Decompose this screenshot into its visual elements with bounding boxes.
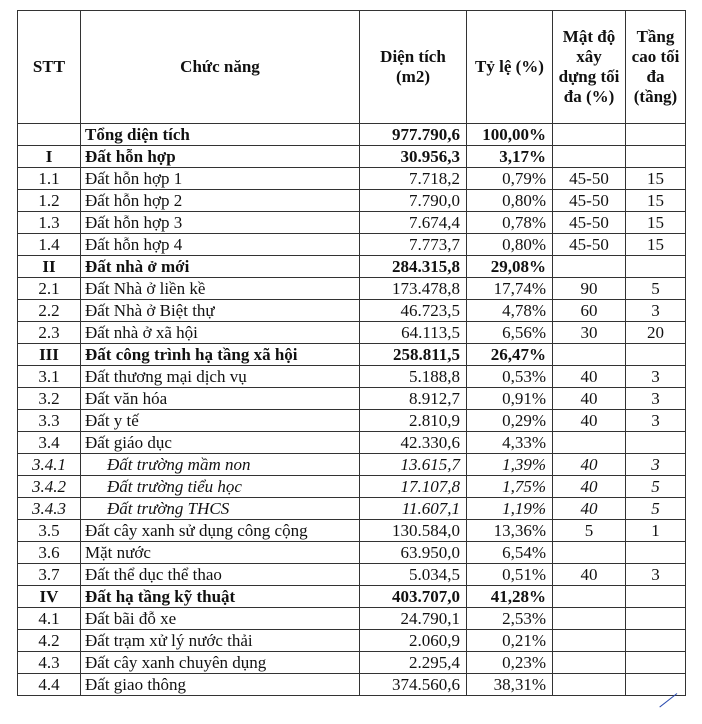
cell-area: 17.107,8 <box>360 476 467 498</box>
table-row <box>18 520 686 542</box>
cell-area: 7.790,0 <box>360 190 467 212</box>
cell-area: 5.034,5 <box>360 564 467 586</box>
table-row <box>18 300 686 322</box>
cell-ratio: 0,78% <box>467 212 553 234</box>
cell-density: 40 <box>553 366 626 388</box>
cell-ratio: 6,54% <box>467 542 553 564</box>
cell-function: Đất nhà ở mới <box>81 256 360 278</box>
cell-floors: 5 <box>626 476 686 498</box>
cell-stt: 2.1 <box>18 278 81 300</box>
land-use-table-sheet <box>17 10 685 696</box>
cell-stt: 1.3 <box>18 212 81 234</box>
cell-ratio: 1,75% <box>467 476 553 498</box>
cell-area: 8.912,7 <box>360 388 467 410</box>
cell-function: Đất giáo dục <box>81 432 360 454</box>
cell-floors <box>626 630 686 652</box>
cell-floors: 1 <box>626 520 686 542</box>
cell-function: Đất trường mầm non <box>81 454 360 476</box>
cell-function: Đất Nhà ở liền kề <box>81 278 360 300</box>
cell-floors: 3 <box>626 564 686 586</box>
cell-function: Đất hỗn hợp 4 <box>81 234 360 256</box>
cell-floors: 3 <box>626 454 686 476</box>
cell-area: 284.315,8 <box>360 256 467 278</box>
table-row <box>18 322 686 344</box>
cell-density: 40 <box>553 388 626 410</box>
cell-ratio: 4,78% <box>467 300 553 322</box>
cell-area: 7.674,4 <box>360 212 467 234</box>
cell-floors <box>626 344 686 366</box>
cell-stt: 1.1 <box>18 168 81 190</box>
table-header <box>18 11 686 124</box>
cell-density <box>553 146 626 168</box>
table-row <box>18 190 686 212</box>
cell-stt: I <box>18 146 81 168</box>
table-row <box>18 542 686 564</box>
cell-ratio: 0,51% <box>467 564 553 586</box>
cell-density: 30 <box>553 322 626 344</box>
cell-density: 40 <box>553 410 626 432</box>
cell-density <box>553 256 626 278</box>
cell-floors: 3 <box>626 410 686 432</box>
cell-function: Đất y tế <box>81 410 360 432</box>
table-row <box>18 652 686 674</box>
cell-function: Đất hỗn hợp 2 <box>81 190 360 212</box>
cell-function: Đất công trình hạ tầng xã hội <box>81 344 360 366</box>
table-row <box>18 608 686 630</box>
header-ratio: Tỷ lệ (%) <box>467 11 553 124</box>
cell-ratio: 0,23% <box>467 652 553 674</box>
cell-floors: 15 <box>626 168 686 190</box>
cell-density <box>553 630 626 652</box>
cell-stt: 1.2 <box>18 190 81 212</box>
cell-function: Đất Nhà ở Biệt thự <box>81 300 360 322</box>
cell-floors: 5 <box>626 278 686 300</box>
cell-function: Đất thể dục thể thao <box>81 564 360 586</box>
cell-floors: 3 <box>626 300 686 322</box>
cell-ratio: 100,00% <box>467 124 553 146</box>
cell-ratio: 0,80% <box>467 234 553 256</box>
cell-stt: II <box>18 256 81 278</box>
cell-density <box>553 652 626 674</box>
cell-function: Đất văn hóa <box>81 388 360 410</box>
cell-area: 2.810,9 <box>360 410 467 432</box>
cell-density <box>553 432 626 454</box>
cell-area: 2.295,4 <box>360 652 467 674</box>
header-floors: Tầng cao tối đa (tầng) <box>626 11 686 124</box>
cell-area: 5.188,8 <box>360 366 467 388</box>
cell-function: Đất hạ tầng kỹ thuật <box>81 586 360 608</box>
cell-density: 5 <box>553 520 626 542</box>
table-row <box>18 476 686 498</box>
cell-ratio: 4,33% <box>467 432 553 454</box>
cell-stt: 1.4 <box>18 234 81 256</box>
cell-function: Đất giao thông <box>81 674 360 696</box>
cell-ratio: 1,39% <box>467 454 553 476</box>
cell-ratio: 38,31% <box>467 674 553 696</box>
cell-density <box>553 542 626 564</box>
cell-floors <box>626 542 686 564</box>
cell-stt: 3.4.2 <box>18 476 81 498</box>
cell-area: 64.113,5 <box>360 322 467 344</box>
cell-stt: 3.5 <box>18 520 81 542</box>
land-use-table <box>17 10 686 696</box>
cell-area: 7.773,7 <box>360 234 467 256</box>
cell-stt: 3.2 <box>18 388 81 410</box>
cell-stt: IV <box>18 586 81 608</box>
cell-function: Đất cây xanh sử dụng công cộng <box>81 520 360 542</box>
table-row <box>18 410 686 432</box>
cell-area: 7.718,2 <box>360 168 467 190</box>
table-row <box>18 454 686 476</box>
cell-floors: 5 <box>626 498 686 520</box>
cell-function: Đất cây xanh chuyên dụng <box>81 652 360 674</box>
cell-area: 173.478,8 <box>360 278 467 300</box>
table-row <box>18 124 686 146</box>
cell-function: Đất thương mại dịch vụ <box>81 366 360 388</box>
cell-stt: 3.3 <box>18 410 81 432</box>
cell-area: 374.560,6 <box>360 674 467 696</box>
cell-area: 30.956,3 <box>360 146 467 168</box>
cell-function: Đất hỗn hợp <box>81 146 360 168</box>
cell-ratio: 26,47% <box>467 344 553 366</box>
cell-density: 40 <box>553 564 626 586</box>
cell-ratio: 1,19% <box>467 498 553 520</box>
table-row <box>18 630 686 652</box>
cell-floors: 15 <box>626 190 686 212</box>
cell-density: 45-50 <box>553 234 626 256</box>
cell-ratio: 0,79% <box>467 168 553 190</box>
cell-floors <box>626 124 686 146</box>
cell-area: 13.615,7 <box>360 454 467 476</box>
cell-area: 258.811,5 <box>360 344 467 366</box>
cell-density: 45-50 <box>553 168 626 190</box>
table-row <box>18 168 686 190</box>
cell-floors <box>626 256 686 278</box>
cell-area: 977.790,6 <box>360 124 467 146</box>
cell-ratio: 17,74% <box>467 278 553 300</box>
table-row <box>18 564 686 586</box>
cell-ratio: 13,36% <box>467 520 553 542</box>
cell-ratio: 0,29% <box>467 410 553 432</box>
cell-ratio: 6,56% <box>467 322 553 344</box>
table-row <box>18 278 686 300</box>
cell-area: 2.060,9 <box>360 630 467 652</box>
table-row <box>18 498 686 520</box>
cell-stt: 3.4.3 <box>18 498 81 520</box>
header-density: Mật độ xây dựng tối đa (%) <box>553 11 626 124</box>
cell-floors <box>626 146 686 168</box>
cell-density <box>553 608 626 630</box>
cell-density <box>553 586 626 608</box>
cell-ratio: 0,21% <box>467 630 553 652</box>
cell-density <box>553 674 626 696</box>
cell-stt: 3.1 <box>18 366 81 388</box>
cell-floors: 3 <box>626 388 686 410</box>
cell-floors <box>626 608 686 630</box>
cell-density <box>553 344 626 366</box>
cell-stt: III <box>18 344 81 366</box>
cell-ratio: 41,28% <box>467 586 553 608</box>
cell-floors: 20 <box>626 322 686 344</box>
header-area: Diện tích (m2) <box>360 11 467 124</box>
cell-area: 63.950,0 <box>360 542 467 564</box>
cell-density: 60 <box>553 300 626 322</box>
header-row <box>18 11 686 124</box>
cell-function: Đất hỗn hợp 1 <box>81 168 360 190</box>
cell-stt: 2.2 <box>18 300 81 322</box>
cell-stt: 3.4.1 <box>18 454 81 476</box>
cell-area: 11.607,1 <box>360 498 467 520</box>
cell-density: 45-50 <box>553 190 626 212</box>
cell-function: Đất trường tiểu học <box>81 476 360 498</box>
cell-stt: 3.6 <box>18 542 81 564</box>
cell-area: 403.707,0 <box>360 586 467 608</box>
table-row <box>18 674 686 696</box>
cell-density: 40 <box>553 476 626 498</box>
cell-stt: 4.3 <box>18 652 81 674</box>
cell-stt: 2.3 <box>18 322 81 344</box>
cell-ratio: 0,80% <box>467 190 553 212</box>
table-row <box>18 432 686 454</box>
header-function: Chức năng <box>81 11 360 124</box>
cell-density: 40 <box>553 498 626 520</box>
cell-ratio: 29,08% <box>467 256 553 278</box>
cell-density: 45-50 <box>553 212 626 234</box>
cell-floors <box>626 432 686 454</box>
cell-area: 130.584,0 <box>360 520 467 542</box>
table-body <box>18 124 686 696</box>
cell-area: 42.330,6 <box>360 432 467 454</box>
cell-stt <box>18 124 81 146</box>
cell-density: 40 <box>553 454 626 476</box>
table-row <box>18 366 686 388</box>
table-row <box>18 212 686 234</box>
cell-ratio: 0,53% <box>467 366 553 388</box>
cell-ratio: 0,91% <box>467 388 553 410</box>
cell-function: Mặt nước <box>81 542 360 564</box>
cell-stt: 3.7 <box>18 564 81 586</box>
cell-floors <box>626 652 686 674</box>
cell-area: 24.790,1 <box>360 608 467 630</box>
cell-floors: 15 <box>626 234 686 256</box>
cell-function: Đất trạm xử lý nước thải <box>81 630 360 652</box>
cell-ratio: 2,53% <box>467 608 553 630</box>
cell-density <box>553 124 626 146</box>
cell-stt: 3.4 <box>18 432 81 454</box>
cell-function: Tổng diện tích <box>81 124 360 146</box>
table-row <box>18 388 686 410</box>
table-row <box>18 256 686 278</box>
cell-stt: 4.1 <box>18 608 81 630</box>
cell-floors: 15 <box>626 212 686 234</box>
cell-density: 90 <box>553 278 626 300</box>
cell-floors: 3 <box>626 366 686 388</box>
cell-function: Đất bãi đỗ xe <box>81 608 360 630</box>
cell-function: Đất trường THCS <box>81 498 360 520</box>
cell-ratio: 3,17% <box>467 146 553 168</box>
cell-function: Đất hỗn hợp 3 <box>81 212 360 234</box>
cell-floors <box>626 586 686 608</box>
header-stt: STT <box>18 11 81 124</box>
table-row <box>18 586 686 608</box>
table-row <box>18 344 686 366</box>
table-row <box>18 234 686 256</box>
cell-stt: 4.4 <box>18 674 81 696</box>
cell-area: 46.723,5 <box>360 300 467 322</box>
cell-function: Đất nhà ở xã hội <box>81 322 360 344</box>
table-row <box>18 146 686 168</box>
cell-stt: 4.2 <box>18 630 81 652</box>
